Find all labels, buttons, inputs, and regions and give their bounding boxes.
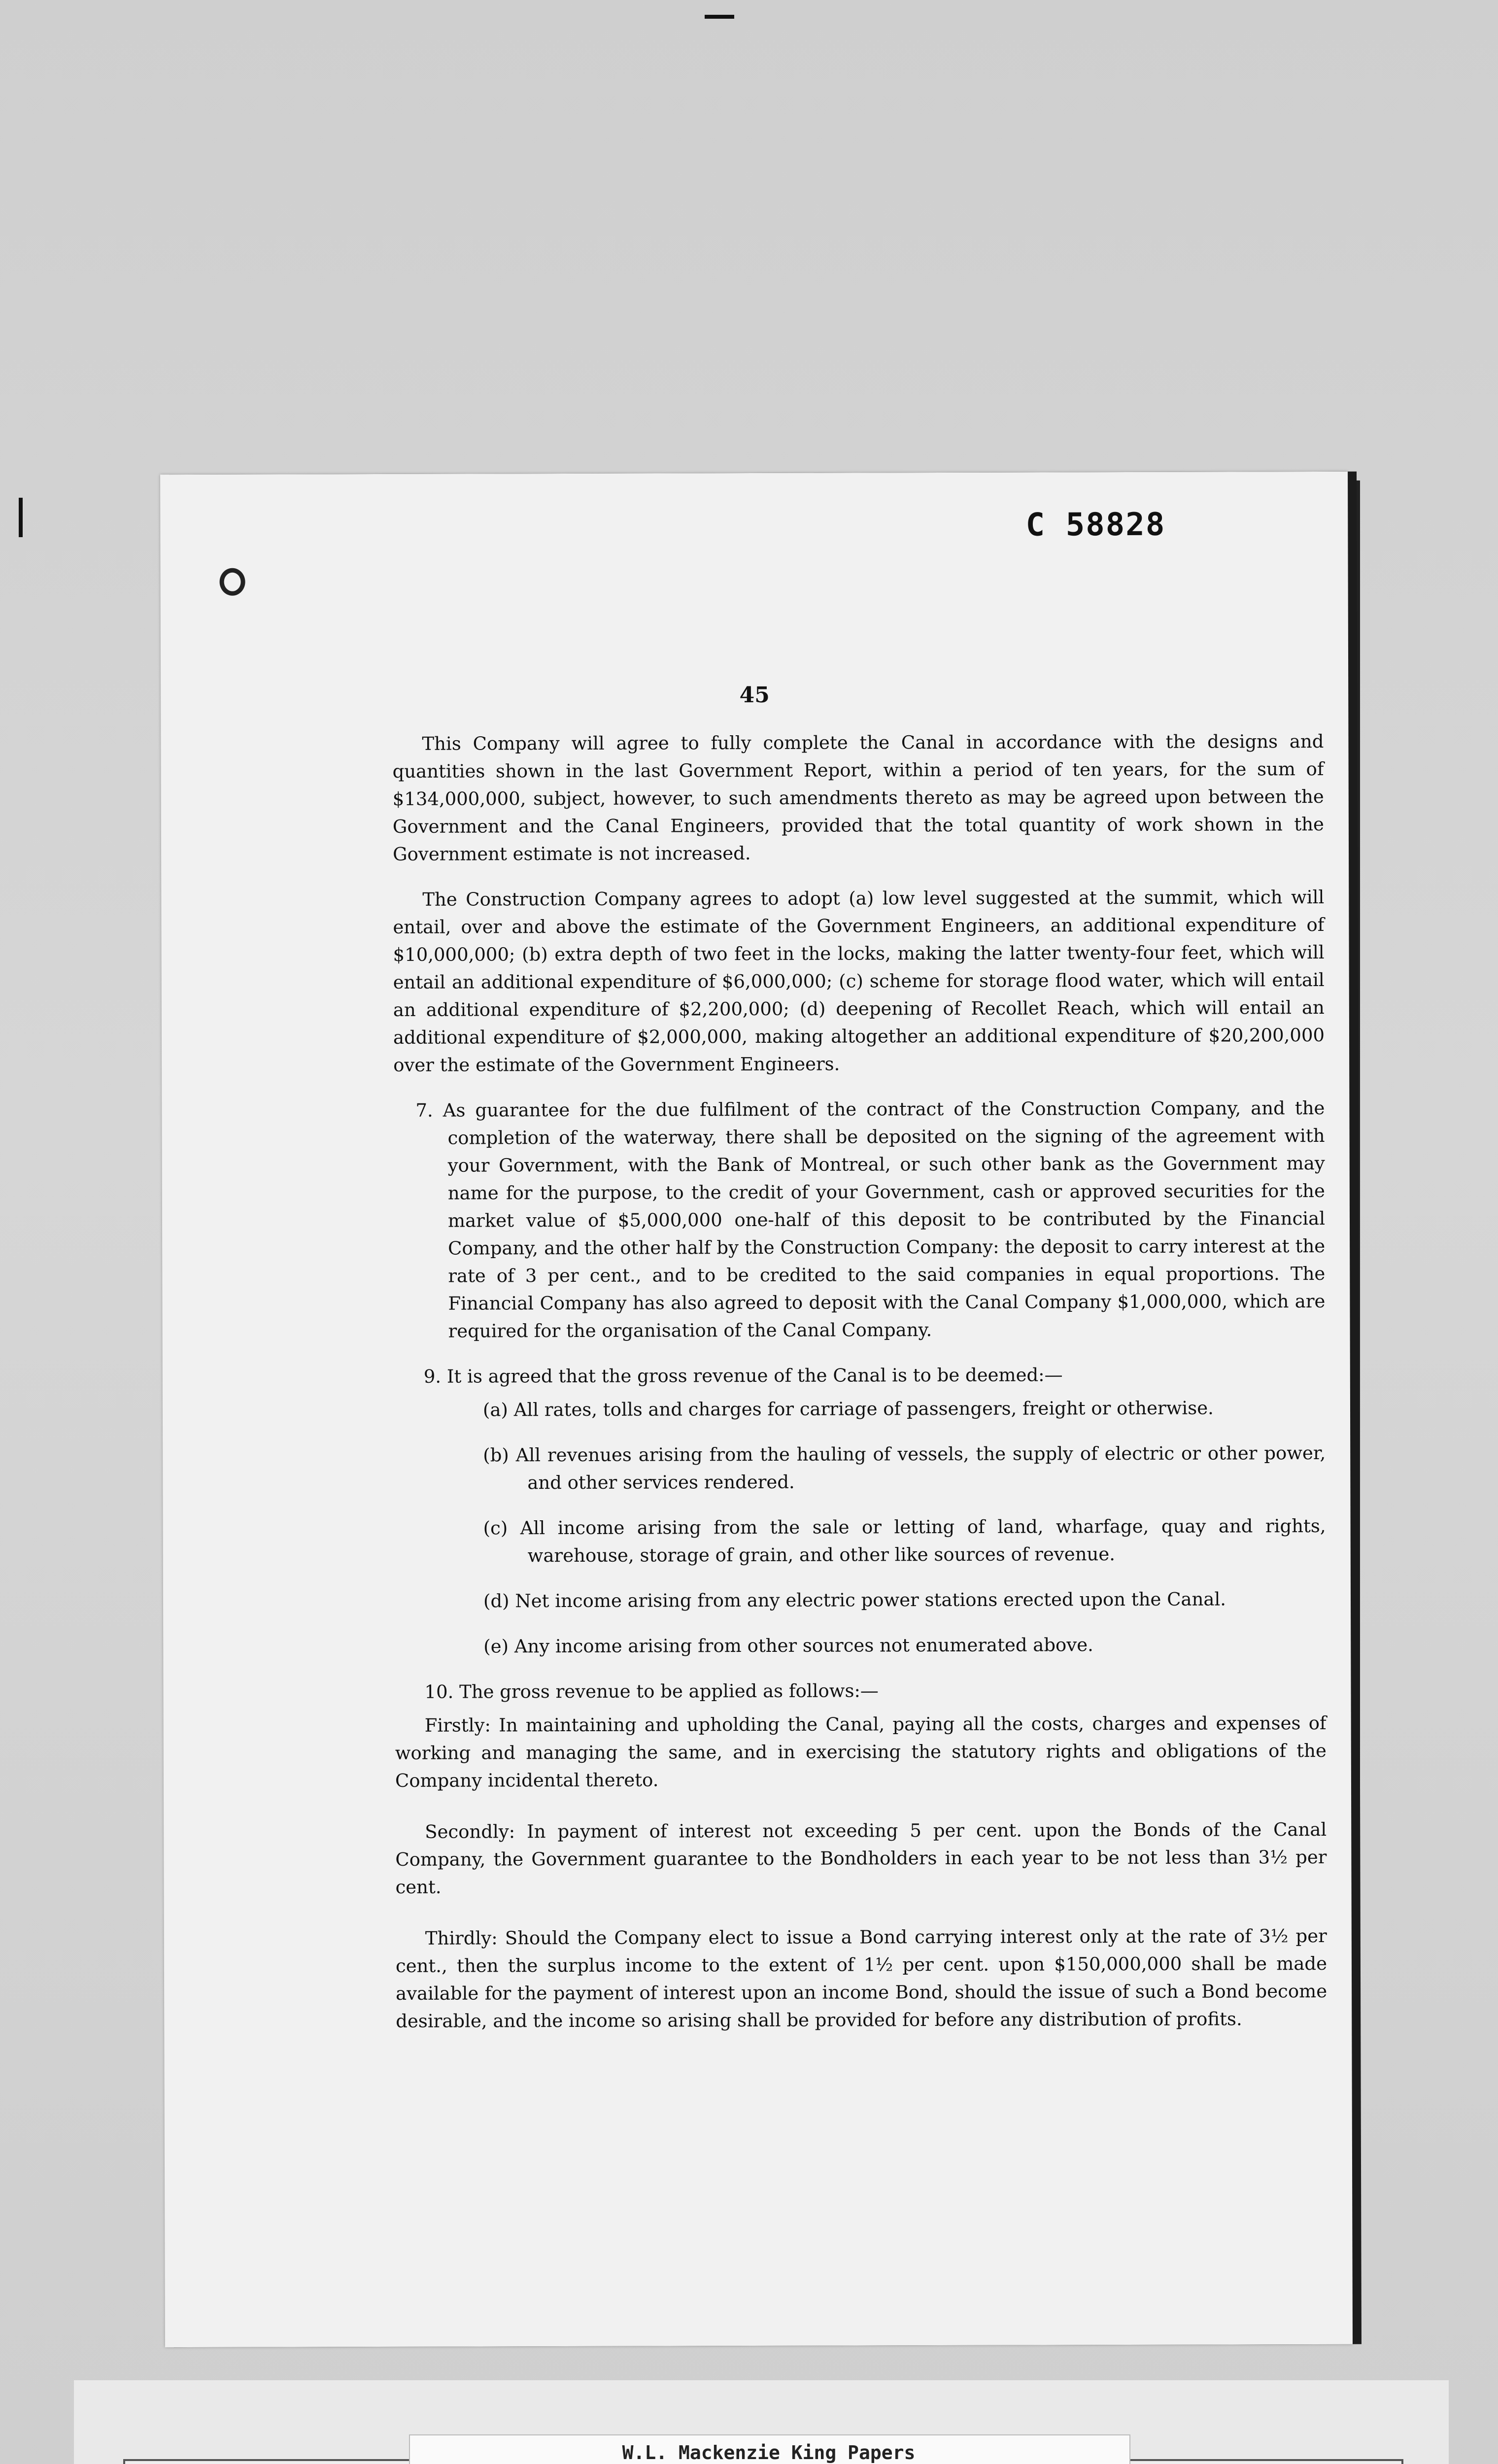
clause-9: 9. It is agreed that the gross revenue of the Canal is to be deemed:— (423, 1364, 1063, 1387)
clause-10: 10. The gross revenue to be applied as follows:— (424, 1680, 879, 1703)
document-page (160, 472, 1353, 2347)
punch-hole-icon (220, 568, 245, 596)
clause-thirdly: Thirdly: Should the Company elect to issue a Bond carrying interest only at the rate of 3½ per cent., then the surplus income to the extent of 1½ per cent. upon $150,000,000 shall be made available for the payment of interest upon an income Bond, should the issue of such a Bond become desirable, and the income so arising shall be provided for before any distribution of profits. (395, 1925, 1328, 2032)
reference-number: C 58828 (1025, 506, 1166, 544)
clause-secondly: Secondly: In payment of interest not exceeding 5 per cent. upon the Bonds of the Canal Company, the Government guarantee to the Bondholders in each year to be not less than 3½ per cent. (395, 1818, 1327, 1898)
paragraph-construction: The Construction Company agrees to adopt (a) low level suggested at the summit, which will entail, over and above the estimate of the Government Engineers, an additional expenditure of $10,000,000; (b) extra depth of two feet in the locks, making the latter twenty-four feet, which will entail an additional expenditure of $6,000,000; (c) scheme for storage flood water, which will entail an additional expenditure of $2,200,000; (d) deepening of Recollet Reach, which will entail an additional expenditure of $2,000,000, making altogether an additional expenditure of $20,200,000 over the estimate of the Government Engineers. (393, 886, 1325, 1076)
film-edge-mark (705, 15, 734, 19)
clause-9a: (a) All rates, tolls and charges for carriage of passengers, freight or otherwise. (482, 1397, 1214, 1421)
collection-name: W.L. Mackenzie King Papers (622, 2442, 916, 2464)
clause-9e: (e) Any income arising from other sources not enumerated above. (483, 1634, 1093, 1657)
film-edge-mark (19, 498, 23, 537)
document-body (392, 728, 1327, 2059)
clause-firstly: Firstly: In maintaining and upholding the Canal, paying all the costs, charges and expenses of working and managing the same, and in exercising the statutory rights and obligations of the Company incidental thereto. (395, 1712, 1327, 1791)
clause-9d: (d) Net income arising from any electric power stations erected upon the Canal. (483, 1588, 1226, 1612)
paragraph-agreement: This Company will agree to fully complete the Canal in accordance with the designs and quantities shown in the last Government Report, within a period of ten years, for the sum of $134,000,000, subject, however, to such amendments thereto as may be agreed upon between the Government and the Canal Engineers, provided that the total quantity of work shown in the Government estimate is not increased. (392, 730, 1324, 865)
clause-9c: (c) All income arising from the sale or letting of land, wharfage, quay and rights, warehouse, storage of grain, and other like sources of revenue. (483, 1515, 1326, 1567)
page-number: 45 (739, 682, 770, 708)
clause-9b: (b) All revenues arising from the hauling of vessels, the supply of electric or other power, and other services rendered. (483, 1442, 1326, 1494)
clause-7: 7. As guarantee for the due fulfilment of the contract of the Construction Company, and the completion of the waterway, there shall be deposited on the signing of the agreement with your Government, with the Bank of Montreal, or such other bank as the Government may name for the purpose, to the credit of your Government, cash or approved securities for the market value of $5,000,000 one-half of this deposit to be contributed by the Financial Company, and the other half by the Construction Company: the deposit to carry interest at the rate of 3 per cent., and to be credited to the said companies in equal proportions. The Financial Company has also agreed to deposit with the Canal Company $1,000,000, which are required for the organisation of the Canal Company. (415, 1097, 1326, 1342)
